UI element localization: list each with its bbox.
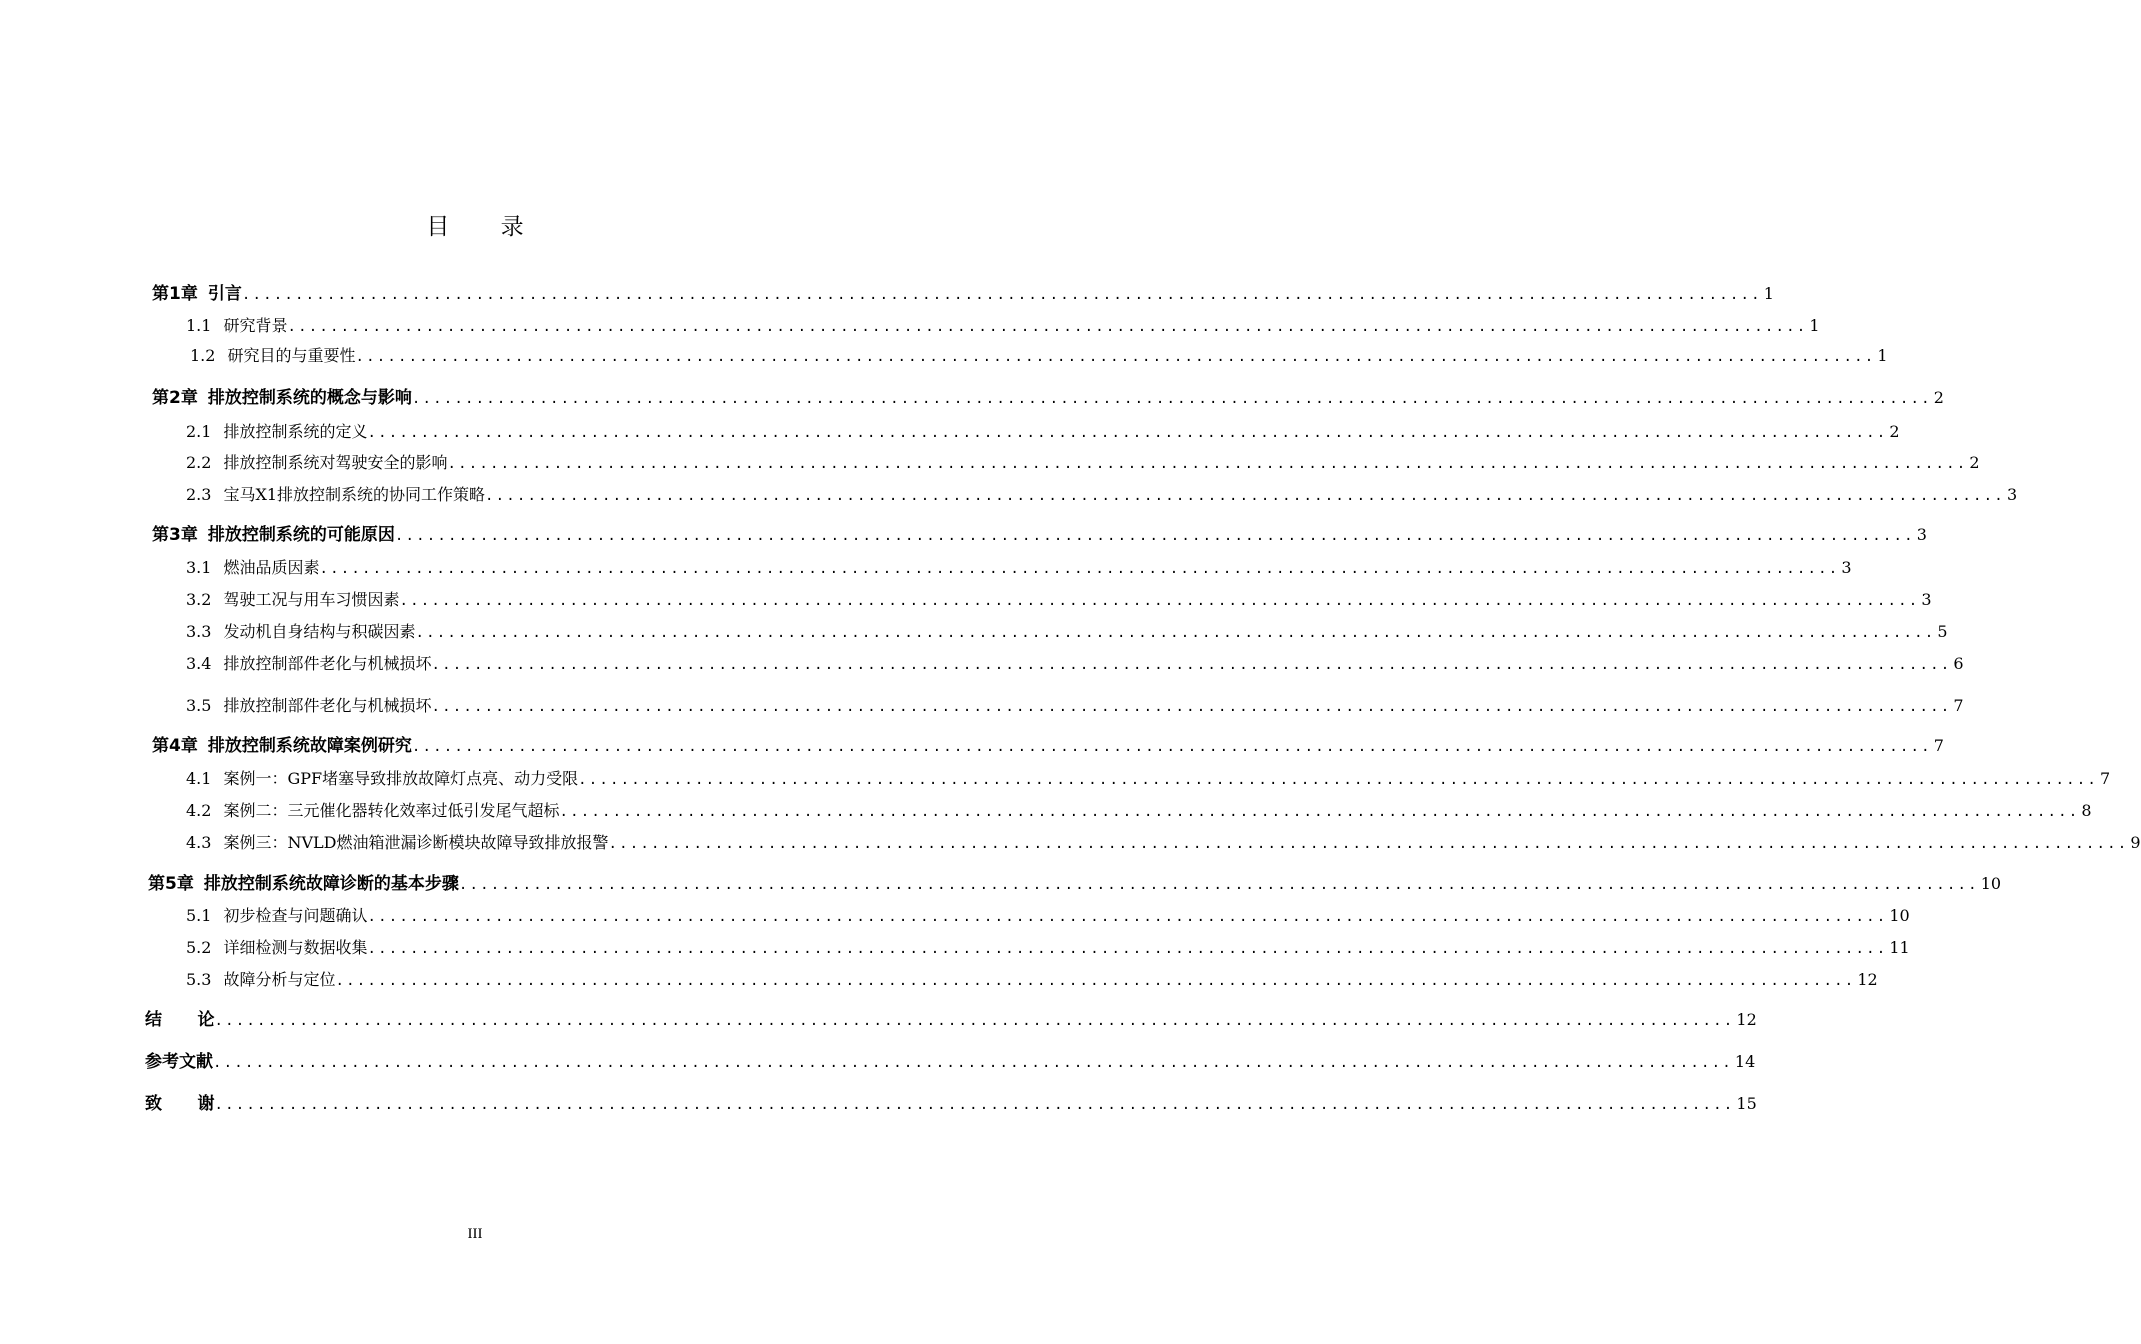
toc-entry-number: 3.2 xyxy=(186,590,212,609)
toc-section-2-1[interactable] xyxy=(186,420,1900,444)
toc-section-2-2[interactable] xyxy=(186,451,1980,475)
toc-entry-label: 初步检查与问题确认 xyxy=(223,906,368,925)
toc-entry-label: 引言 xyxy=(207,284,242,304)
toc-entry-number: 第5章 xyxy=(148,874,194,894)
toc-page-number: 7 xyxy=(1953,696,1964,715)
toc-entry-number: 3.4 xyxy=(186,654,212,673)
toc-page-number: 1 xyxy=(1809,316,1820,335)
toc-page-number: 14 xyxy=(1734,1052,1756,1071)
toc-section-4-2[interactable] xyxy=(186,799,2092,823)
toc-entry-number: 3.5 xyxy=(186,696,212,715)
toc-references[interactable] xyxy=(145,1050,1756,1074)
toc-chapter-1[interactable] xyxy=(152,282,1774,306)
toc-leader-dots: ............................................................................................................................................... xyxy=(608,836,2129,852)
toc-page-number: 10 xyxy=(1889,906,1910,925)
toc-entry-number: 3.1 xyxy=(186,558,212,577)
toc-page-number: 15 xyxy=(1736,1094,1757,1113)
toc-page-number: 3 xyxy=(1916,525,1927,544)
toc-chapter-2[interactable] xyxy=(152,386,1944,410)
toc-page-number: 2 xyxy=(1969,453,1980,472)
toc-page-number: 11 xyxy=(1889,938,1910,957)
toc-entry-number: 4.1 xyxy=(186,769,212,788)
toc-leader-dots: ............................................................................................................................................... xyxy=(431,699,1952,715)
toc-entry-label: 致 谢 xyxy=(145,1094,215,1114)
toc-leader-dots: ............................................................................................................................................... xyxy=(287,319,1808,335)
toc-section-2-3[interactable] xyxy=(186,483,2018,507)
toc-section-5-2[interactable] xyxy=(186,936,1910,960)
toc-entry-number: 4.2 xyxy=(186,801,212,820)
toc-entry-number: 1.2 xyxy=(190,346,216,365)
toc-page-number: 12 xyxy=(1857,970,1878,989)
toc-page-number: 3 xyxy=(1841,558,1852,577)
toc-entry-number: 第2章 xyxy=(152,388,198,408)
toc-leader-dots: ............................................................................................................................................... xyxy=(319,561,1840,577)
toc-section-1-2[interactable] xyxy=(190,344,1888,368)
toc-page-number: 1 xyxy=(1763,284,1774,303)
toc-entry-number: 2.1 xyxy=(186,422,212,441)
toc-entry-label: 排放控制系统的概念与影响 xyxy=(207,388,412,408)
toc-page-number: 7 xyxy=(1933,736,1944,755)
toc-entry-number: 5.2 xyxy=(186,938,212,957)
toc-title: 目 录 xyxy=(426,214,546,240)
toc-page-number: 9 xyxy=(2130,833,2141,852)
toc-chapter-5[interactable] xyxy=(148,872,2002,896)
toc-conclusion[interactable] xyxy=(145,1008,1757,1032)
toc-leader-dots: ............................................................................................................................................... xyxy=(394,528,1915,544)
toc-leader-dots: ............................................................................................................................................... xyxy=(458,877,1979,893)
toc-entry-label: 发动机自身结构与积碳因素 xyxy=(223,622,416,641)
toc-entry-number: 5.1 xyxy=(186,906,212,925)
toc-leader-dots: ............................................................................................................................................... xyxy=(335,973,1856,989)
toc-entry-label: 排放控制系统对驾驶安全的影响 xyxy=(223,453,448,472)
toc-section-5-1[interactable] xyxy=(186,904,1910,928)
toc-entry-label: 排放控制系统故障诊断的基本步骤 xyxy=(203,874,459,894)
toc-entry-label: 故障分析与定位 xyxy=(223,970,336,989)
toc-entry-label: 案例一：GPF堵塞导致排放故障灯点亮、动力受限 xyxy=(223,769,579,788)
toc-entry-number: 第4章 xyxy=(152,736,198,756)
toc-entry-number: 2.2 xyxy=(186,453,212,472)
toc-leader-dots: ............................................................................................................................................... xyxy=(559,804,2080,820)
toc-section-3-4[interactable] xyxy=(186,652,1964,676)
toc-leader-dots: ............................................................................................................................................... xyxy=(367,909,1888,925)
toc-entry-label: 研究目的与重要性 xyxy=(227,346,356,365)
toc-entry-number: 第3章 xyxy=(152,525,198,545)
toc-entry-number: 1.1 xyxy=(186,316,212,335)
toc-entry-number: 2.3 xyxy=(186,485,212,504)
toc-entry-label: 燃油品质因素 xyxy=(223,558,320,577)
toc-leader-dots: ............................................................................................................................................... xyxy=(399,593,1920,609)
toc-page-number: 6 xyxy=(1953,654,1964,673)
toc-entry-label: 排放控制系统的定义 xyxy=(223,422,368,441)
toc-page-number: 2 xyxy=(1933,388,1944,407)
toc-section-3-2[interactable] xyxy=(186,588,1932,612)
toc-page-number: 7 xyxy=(2100,769,2111,788)
toc-page-number: 5 xyxy=(1937,622,1948,641)
toc-entry-number: 4.3 xyxy=(186,833,212,852)
toc-leader-dots: ............................................................................................................................................... xyxy=(367,941,1888,957)
toc-chapter-3[interactable] xyxy=(152,523,1927,547)
toc-section-4-1[interactable] xyxy=(186,767,2111,791)
toc-chapter-4[interactable] xyxy=(152,734,1944,758)
toc-leader-dots: ............................................................................................................................................... xyxy=(213,1055,1733,1071)
toc-page-number: 12 xyxy=(1736,1010,1757,1029)
toc-entry-number: 3.3 xyxy=(186,622,212,641)
toc-leader-dots: ............................................................................................................................................... xyxy=(214,1013,1735,1029)
toc-page-number: 1 xyxy=(1877,346,1888,365)
toc-leader-dots: ............................................................................................................................................... xyxy=(447,456,1968,472)
toc-entry-label: 结 论 xyxy=(145,1010,215,1030)
toc-leader-dots: ............................................................................................................................................... xyxy=(411,391,1932,407)
toc-leader-dots: ............................................................................................................................................... xyxy=(415,625,1936,641)
toc-section-3-1[interactable] xyxy=(186,556,1852,580)
toc-leader-dots: ............................................................................................................................................... xyxy=(431,657,1952,673)
toc-entry-label: 排放控制部件老化与机械损坏 xyxy=(223,696,432,715)
toc-entry-number: 第1章 xyxy=(152,284,198,304)
toc-leader-dots: ............................................................................................................................................... xyxy=(485,488,2005,504)
toc-leader-dots: ............................................................................................................................................... xyxy=(578,772,2099,788)
toc-entry-label: 排放控制系统的可能原因 xyxy=(207,525,395,545)
toc-page-number: 10 xyxy=(1980,874,2002,893)
toc-leader-dots: ............................................................................................................................................... xyxy=(241,287,1762,303)
toc-page-number: 3 xyxy=(2006,485,2018,504)
toc-leader-dots: ............................................................................................................................................... xyxy=(214,1097,1735,1113)
toc-leader-dots: ............................................................................................................................................... xyxy=(411,739,1932,755)
toc-page-number: 3 xyxy=(1921,590,1932,609)
toc-section-3-5[interactable] xyxy=(186,694,1964,718)
toc-acknowledgements[interactable] xyxy=(145,1092,1757,1116)
toc-entry-label: 研究背景 xyxy=(223,316,288,335)
toc-leader-dots: ............................................................................................................................................... xyxy=(355,349,1876,365)
toc-entry-label: 参考文献 xyxy=(145,1052,213,1072)
toc-section-4-3[interactable] xyxy=(186,831,2141,855)
toc-section-5-3[interactable] xyxy=(186,968,1878,992)
toc-entry-label: 案例二：三元催化器转化效率过低引发尾气超标 xyxy=(223,801,560,820)
page-number-footer: III xyxy=(467,1226,483,1242)
toc-entry-number: 5.3 xyxy=(186,970,212,989)
toc-section-1-1[interactable] xyxy=(186,314,1820,338)
toc-entry-label: 排放控制部件老化与机械损坏 xyxy=(223,654,432,673)
toc-entry-label: 案例三：NVLD燃油箱泄漏诊断模块故障导致排放报警 xyxy=(223,833,609,852)
toc-entry-label: 驾驶工况与用车习惯因素 xyxy=(223,590,400,609)
toc-leader-dots: ............................................................................................................................................... xyxy=(367,425,1888,441)
toc-page-number: 8 xyxy=(2081,801,2092,820)
toc-entry-label: 宝马X1排放控制系统的协同工作策略 xyxy=(223,485,486,504)
toc-page-number: 2 xyxy=(1889,422,1900,441)
toc-section-3-3[interactable] xyxy=(186,620,1948,644)
toc-entry-label: 详细检测与数据收集 xyxy=(223,938,368,957)
toc-entry-label: 排放控制系统故障案例研究 xyxy=(207,736,412,756)
